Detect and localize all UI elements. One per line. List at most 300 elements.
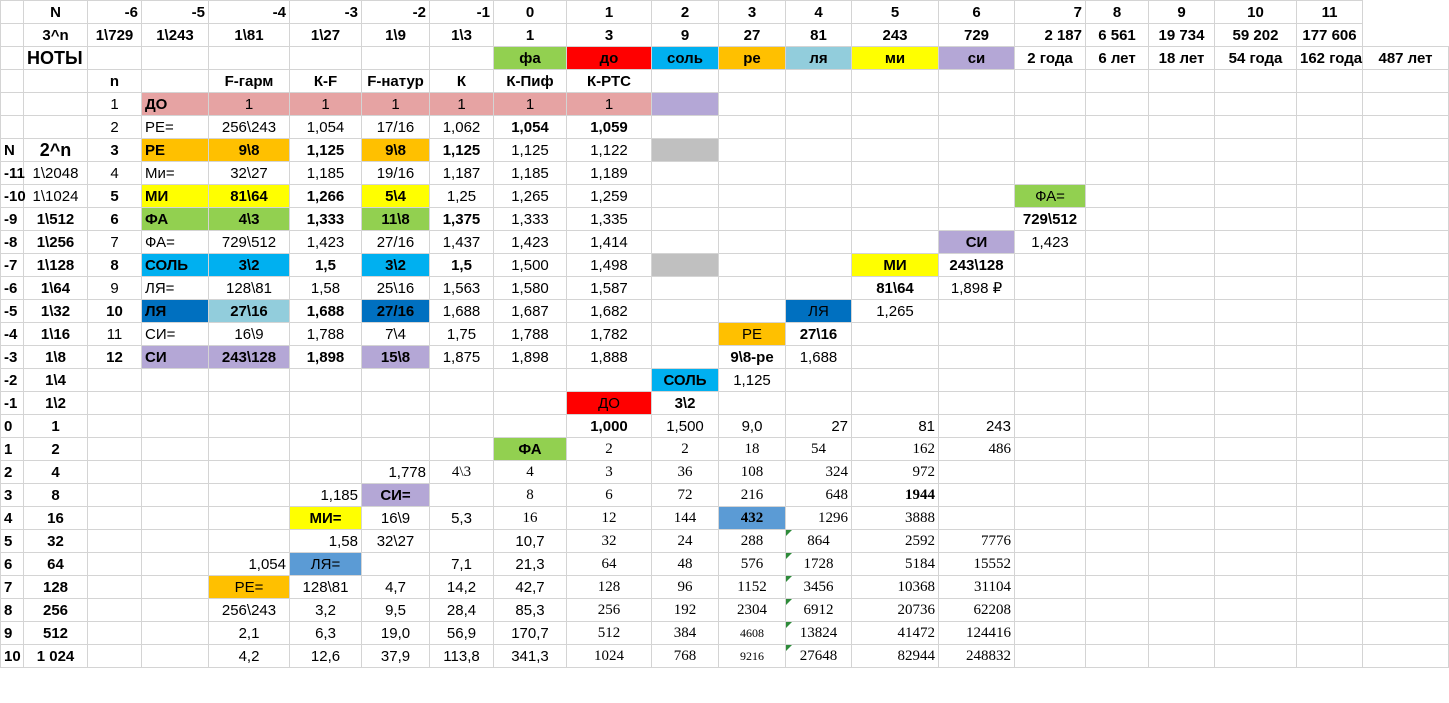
sheet-cell[interactable]: -5: [142, 1, 209, 24]
sheet-cell[interactable]: [1363, 530, 1449, 553]
sheet-cell[interactable]: -3: [290, 1, 362, 24]
sheet-cell[interactable]: 1,25: [430, 185, 494, 208]
sheet-cell[interactable]: [852, 70, 939, 93]
sheet-cell[interactable]: 729\512: [209, 231, 290, 254]
sheet-cell[interactable]: -6: [88, 1, 142, 24]
sheet-cell[interactable]: 1,437: [430, 231, 494, 254]
sheet-cell[interactable]: [1149, 277, 1215, 300]
sheet-cell[interactable]: [1215, 277, 1297, 300]
sheet-cell[interactable]: 8: [88, 254, 142, 277]
sheet-cell[interactable]: [1363, 93, 1449, 116]
sheet-cell[interactable]: ФА=: [142, 231, 209, 254]
sheet-cell[interactable]: 5184: [852, 553, 939, 576]
sheet-cell[interactable]: [142, 70, 209, 93]
sheet-cell[interactable]: 162 года: [1297, 47, 1363, 70]
sheet-cell[interactable]: 12,6: [290, 645, 362, 668]
sheet-cell[interactable]: 3: [719, 1, 786, 24]
sheet-cell[interactable]: 1,265: [852, 300, 939, 323]
sheet-cell[interactable]: 8: [1086, 1, 1149, 24]
sheet-cell[interactable]: [1, 1, 24, 24]
sheet-cell[interactable]: [1015, 162, 1086, 185]
sheet-cell[interactable]: 144: [652, 507, 719, 530]
sheet-cell[interactable]: 2304: [719, 599, 786, 622]
sheet-cell[interactable]: 1\4: [24, 369, 88, 392]
sheet-cell[interactable]: [142, 576, 209, 599]
sheet-cell[interactable]: [209, 47, 290, 70]
sheet-cell[interactable]: [88, 47, 142, 70]
sheet-cell[interactable]: ЛЯ: [786, 300, 852, 323]
sheet-cell[interactable]: 128: [567, 576, 652, 599]
sheet-cell[interactable]: 9216: [719, 645, 786, 668]
sheet-cell[interactable]: [209, 530, 290, 553]
sheet-cell[interactable]: 6,3: [290, 622, 362, 645]
sheet-cell[interactable]: [1149, 369, 1215, 392]
sheet-cell[interactable]: [719, 116, 786, 139]
sheet-cell[interactable]: [1015, 116, 1086, 139]
sheet-cell[interactable]: [939, 507, 1015, 530]
sheet-cell[interactable]: 24: [652, 530, 719, 553]
sheet-cell[interactable]: 2: [652, 438, 719, 461]
sheet-cell[interactable]: 3: [567, 461, 652, 484]
sheet-cell[interactable]: [1149, 231, 1215, 254]
sheet-cell[interactable]: 10: [88, 300, 142, 323]
sheet-cell[interactable]: [430, 392, 494, 415]
sheet-cell[interactable]: [1215, 346, 1297, 369]
sheet-cell[interactable]: [1215, 139, 1297, 162]
sheet-cell[interactable]: -2: [362, 1, 430, 24]
sheet-cell[interactable]: [362, 415, 430, 438]
sheet-cell[interactable]: [1086, 162, 1149, 185]
sheet-cell[interactable]: [142, 553, 209, 576]
sheet-cell[interactable]: [719, 93, 786, 116]
sheet-cell[interactable]: 6: [567, 484, 652, 507]
sheet-cell[interactable]: [290, 392, 362, 415]
sheet-cell[interactable]: СОЛЬ: [652, 369, 719, 392]
sheet-cell[interactable]: [1086, 185, 1149, 208]
sheet-cell[interactable]: [1297, 93, 1363, 116]
sheet-cell[interactable]: 4: [494, 461, 567, 484]
sheet-cell[interactable]: 192: [652, 599, 719, 622]
sheet-cell[interactable]: 42,7: [494, 576, 567, 599]
sheet-cell[interactable]: [652, 323, 719, 346]
sheet-cell[interactable]: [939, 93, 1015, 116]
sheet-cell[interactable]: СИ=: [362, 484, 430, 507]
sheet-cell[interactable]: [362, 553, 430, 576]
sheet-cell[interactable]: 4608: [719, 622, 786, 645]
sheet-cell[interactable]: [786, 185, 852, 208]
sheet-cell[interactable]: [1149, 323, 1215, 346]
sheet-cell[interactable]: 19,0: [362, 622, 430, 645]
sheet-cell[interactable]: 37,9: [362, 645, 430, 668]
sheet-cell[interactable]: [1015, 93, 1086, 116]
sheet-cell[interactable]: 2: [1, 461, 24, 484]
sheet-cell[interactable]: [1015, 622, 1086, 645]
sheet-cell[interactable]: [1363, 392, 1449, 415]
sheet-cell[interactable]: 1,688: [786, 346, 852, 369]
sheet-cell[interactable]: 768: [652, 645, 719, 668]
sheet-cell[interactable]: [1149, 438, 1215, 461]
sheet-cell[interactable]: [652, 139, 719, 162]
sheet-cell[interactable]: -9: [1, 208, 24, 231]
sheet-cell[interactable]: [209, 392, 290, 415]
sheet-cell[interactable]: [1086, 116, 1149, 139]
sheet-cell[interactable]: [719, 208, 786, 231]
sheet-cell[interactable]: 27: [719, 24, 786, 47]
sheet-cell[interactable]: 82944: [852, 645, 939, 668]
sheet-cell[interactable]: -4: [1, 323, 24, 346]
sheet-cell[interactable]: 3^n: [24, 24, 88, 47]
sheet-cell[interactable]: 15552: [939, 553, 1015, 576]
sheet-cell[interactable]: [1086, 346, 1149, 369]
sheet-cell[interactable]: [362, 369, 430, 392]
sheet-cell[interactable]: 2: [24, 438, 88, 461]
sheet-cell[interactable]: [290, 415, 362, 438]
sheet-cell[interactable]: [88, 530, 142, 553]
sheet-cell[interactable]: [786, 70, 852, 93]
sheet-cell[interactable]: [1086, 553, 1149, 576]
sheet-cell[interactable]: [1297, 346, 1363, 369]
sheet-cell[interactable]: 1: [24, 415, 88, 438]
sheet-cell[interactable]: 3\2: [209, 254, 290, 277]
sheet-cell[interactable]: 1,266: [290, 185, 362, 208]
sheet-cell[interactable]: 1,58: [290, 530, 362, 553]
sheet-cell[interactable]: 1: [209, 93, 290, 116]
sheet-cell[interactable]: 243\128: [209, 346, 290, 369]
sheet-cell[interactable]: 1,000: [567, 415, 652, 438]
sheet-cell[interactable]: [1015, 645, 1086, 668]
sheet-cell[interactable]: РЕ: [719, 323, 786, 346]
sheet-cell[interactable]: 1,187: [430, 162, 494, 185]
sheet-cell[interactable]: 108: [719, 461, 786, 484]
sheet-cell[interactable]: [1215, 93, 1297, 116]
sheet-cell[interactable]: 324: [786, 461, 852, 484]
sheet-cell[interactable]: [290, 369, 362, 392]
sheet-cell[interactable]: [142, 507, 209, 530]
sheet-cell[interactable]: 512: [24, 622, 88, 645]
sheet-cell[interactable]: [362, 438, 430, 461]
sheet-cell[interactable]: 486: [939, 438, 1015, 461]
sheet-cell[interactable]: К-F: [290, 70, 362, 93]
sheet-cell[interactable]: [1149, 346, 1215, 369]
sheet-cell[interactable]: 9: [88, 277, 142, 300]
sheet-cell[interactable]: [1215, 392, 1297, 415]
sheet-cell[interactable]: 1,875: [430, 346, 494, 369]
sheet-cell[interactable]: [142, 599, 209, 622]
sheet-cell[interactable]: [1015, 415, 1086, 438]
sheet-cell[interactable]: [142, 438, 209, 461]
sheet-cell[interactable]: [24, 70, 88, 93]
sheet-cell[interactable]: [362, 47, 430, 70]
sheet-cell[interactable]: 1,054: [290, 116, 362, 139]
sheet-cell[interactable]: [939, 70, 1015, 93]
sheet-cell[interactable]: 11: [88, 323, 142, 346]
sheet-cell[interactable]: 27\16: [786, 323, 852, 346]
sheet-cell[interactable]: ля: [786, 47, 852, 70]
sheet-cell[interactable]: 10: [1, 645, 24, 668]
sheet-cell[interactable]: [939, 484, 1015, 507]
sheet-cell[interactable]: К: [430, 70, 494, 93]
sheet-cell[interactable]: [1297, 208, 1363, 231]
sheet-cell[interactable]: 1,125: [430, 139, 494, 162]
sheet-cell[interactable]: [852, 185, 939, 208]
sheet-cell[interactable]: 1,054: [494, 116, 567, 139]
sheet-cell[interactable]: [1297, 277, 1363, 300]
sheet-cell[interactable]: [1015, 461, 1086, 484]
sheet-cell[interactable]: [1, 116, 24, 139]
sheet-cell[interactable]: [1149, 392, 1215, 415]
sheet-cell[interactable]: 3,2: [290, 599, 362, 622]
sheet-cell[interactable]: [1086, 93, 1149, 116]
sheet-cell[interactable]: 18 лет: [1149, 47, 1215, 70]
sheet-cell[interactable]: [1297, 645, 1363, 668]
sheet-cell[interactable]: [786, 162, 852, 185]
sheet-cell[interactable]: 1,580: [494, 277, 567, 300]
sheet-cell[interactable]: 56,9: [430, 622, 494, 645]
sheet-cell[interactable]: [1297, 139, 1363, 162]
sheet-cell[interactable]: 3456: [786, 576, 852, 599]
sheet-cell[interactable]: [1086, 461, 1149, 484]
sheet-cell[interactable]: 1: [567, 93, 652, 116]
sheet-cell[interactable]: [430, 415, 494, 438]
sheet-cell[interactable]: [852, 346, 939, 369]
sheet-cell[interactable]: [1215, 438, 1297, 461]
sheet-cell[interactable]: 21,3: [494, 553, 567, 576]
sheet-cell[interactable]: 85,3: [494, 599, 567, 622]
sheet-cell[interactable]: 3888: [852, 507, 939, 530]
sheet-cell[interactable]: 72: [652, 484, 719, 507]
sheet-cell[interactable]: [1297, 415, 1363, 438]
sheet-cell[interactable]: 12: [567, 507, 652, 530]
sheet-cell[interactable]: 9,0: [719, 415, 786, 438]
sheet-cell[interactable]: 1,259: [567, 185, 652, 208]
sheet-cell[interactable]: F-гарм: [209, 70, 290, 93]
sheet-cell[interactable]: 64: [567, 553, 652, 576]
sheet-cell[interactable]: 1,054: [209, 553, 290, 576]
sheet-cell[interactable]: 1,125: [494, 139, 567, 162]
sheet-cell[interactable]: [1086, 277, 1149, 300]
sheet-cell[interactable]: 1\32: [24, 300, 88, 323]
sheet-cell[interactable]: [1086, 576, 1149, 599]
sheet-cell[interactable]: [1297, 553, 1363, 576]
sheet-cell[interactable]: 1,75: [430, 323, 494, 346]
sheet-cell[interactable]: 81: [786, 24, 852, 47]
sheet-cell[interactable]: 25\16: [362, 277, 430, 300]
sheet-cell[interactable]: 4: [1, 507, 24, 530]
sheet-cell[interactable]: 1 024: [24, 645, 88, 668]
sheet-cell[interactable]: 1\729: [88, 24, 142, 47]
sheet-cell[interactable]: [1363, 208, 1449, 231]
sheet-cell[interactable]: [939, 139, 1015, 162]
sheet-cell[interactable]: [1086, 507, 1149, 530]
sheet-cell[interactable]: 128\81: [209, 277, 290, 300]
sheet-cell[interactable]: 27/16: [362, 300, 430, 323]
sheet-cell[interactable]: [1149, 553, 1215, 576]
sheet-cell[interactable]: [1297, 369, 1363, 392]
sheet-cell[interactable]: [852, 208, 939, 231]
sheet-cell[interactable]: [290, 438, 362, 461]
sheet-cell[interactable]: 27/16: [362, 231, 430, 254]
sheet-cell[interactable]: [786, 277, 852, 300]
sheet-cell[interactable]: 1,333: [290, 208, 362, 231]
sheet-cell[interactable]: 6: [88, 208, 142, 231]
sheet-cell[interactable]: [494, 369, 567, 392]
sheet-cell[interactable]: [939, 392, 1015, 415]
sheet-cell[interactable]: [1215, 645, 1297, 668]
sheet-cell[interactable]: [1363, 507, 1449, 530]
sheet-cell[interactable]: [1215, 162, 1297, 185]
sheet-cell[interactable]: 7: [88, 231, 142, 254]
sheet-cell[interactable]: [1297, 300, 1363, 323]
sheet-cell[interactable]: 5\4: [362, 185, 430, 208]
sheet-cell[interactable]: 8: [1, 599, 24, 622]
sheet-cell[interactable]: 1,688: [290, 300, 362, 323]
sheet-cell[interactable]: [88, 438, 142, 461]
sheet-cell[interactable]: [1363, 599, 1449, 622]
sheet-cell[interactable]: ДО: [142, 93, 209, 116]
sheet-cell[interactable]: 62208: [939, 599, 1015, 622]
sheet-cell[interactable]: 1,688: [430, 300, 494, 323]
sheet-cell[interactable]: 1\27: [290, 24, 362, 47]
sheet-cell[interactable]: 5: [852, 1, 939, 24]
sheet-cell[interactable]: [1215, 323, 1297, 346]
sheet-cell[interactable]: 243: [939, 415, 1015, 438]
sheet-cell[interactable]: 9: [1149, 1, 1215, 24]
sheet-cell[interactable]: [88, 599, 142, 622]
sheet-cell[interactable]: [1086, 622, 1149, 645]
sheet-cell[interactable]: [786, 93, 852, 116]
sheet-cell[interactable]: [142, 47, 209, 70]
sheet-cell[interactable]: 1\2: [24, 392, 88, 415]
sheet-cell[interactable]: 9\8: [362, 139, 430, 162]
sheet-cell[interactable]: [1363, 254, 1449, 277]
sheet-cell[interactable]: 1: [567, 1, 652, 24]
sheet-cell[interactable]: 1: [88, 93, 142, 116]
sheet-cell[interactable]: 1\64: [24, 277, 88, 300]
sheet-cell[interactable]: [1149, 116, 1215, 139]
sheet-cell[interactable]: [1149, 415, 1215, 438]
sheet-cell[interactable]: 7\4: [362, 323, 430, 346]
sheet-cell[interactable]: [88, 622, 142, 645]
sheet-cell[interactable]: [1086, 392, 1149, 415]
sheet-cell[interactable]: 1\2048: [24, 162, 88, 185]
sheet-cell[interactable]: [1363, 277, 1449, 300]
sheet-cell[interactable]: [939, 208, 1015, 231]
sheet-cell[interactable]: К-Пиф: [494, 70, 567, 93]
sheet-cell[interactable]: 432: [719, 507, 786, 530]
sheet-cell[interactable]: 6 лет: [1086, 47, 1149, 70]
sheet-cell[interactable]: [142, 369, 209, 392]
sheet-cell[interactable]: [719, 231, 786, 254]
sheet-cell[interactable]: [1015, 139, 1086, 162]
sheet-cell[interactable]: [939, 346, 1015, 369]
sheet-cell[interactable]: [1215, 622, 1297, 645]
sheet-cell[interactable]: [1297, 576, 1363, 599]
sheet-cell[interactable]: 8: [494, 484, 567, 507]
sheet-cell[interactable]: [1086, 599, 1149, 622]
sheet-cell[interactable]: [1363, 300, 1449, 323]
sheet-cell[interactable]: [1149, 139, 1215, 162]
sheet-cell[interactable]: [1363, 484, 1449, 507]
sheet-cell[interactable]: [939, 323, 1015, 346]
sheet-cell[interactable]: 4: [24, 461, 88, 484]
sheet-cell[interactable]: 1: [430, 93, 494, 116]
sheet-cell[interactable]: [1015, 530, 1086, 553]
sheet-cell[interactable]: [1086, 231, 1149, 254]
sheet-cell[interactable]: [1086, 438, 1149, 461]
sheet-cell[interactable]: [939, 116, 1015, 139]
sheet-cell[interactable]: 3\2: [362, 254, 430, 277]
sheet-cell[interactable]: [494, 392, 567, 415]
sheet-cell[interactable]: [1363, 231, 1449, 254]
sheet-cell[interactable]: [209, 484, 290, 507]
sheet-cell[interactable]: [719, 162, 786, 185]
sheet-cell[interactable]: [652, 300, 719, 323]
sheet-cell[interactable]: 1024: [567, 645, 652, 668]
sheet-cell[interactable]: 81\64: [209, 185, 290, 208]
sheet-cell[interactable]: [786, 254, 852, 277]
sheet-cell[interactable]: 2: [88, 116, 142, 139]
sheet-cell[interactable]: 1,898 ₽: [939, 277, 1015, 300]
sheet-cell[interactable]: 1,788: [494, 323, 567, 346]
sheet-cell[interactable]: [1215, 208, 1297, 231]
sheet-cell[interactable]: 81\64: [852, 277, 939, 300]
sheet-cell[interactable]: 1728: [786, 553, 852, 576]
sheet-cell[interactable]: [1149, 461, 1215, 484]
sheet-cell[interactable]: [88, 553, 142, 576]
sheet-cell[interactable]: [852, 162, 939, 185]
sheet-cell[interactable]: [1363, 346, 1449, 369]
sheet-cell[interactable]: [786, 208, 852, 231]
sheet-cell[interactable]: [1086, 530, 1149, 553]
sheet-cell[interactable]: [430, 530, 494, 553]
sheet-cell[interactable]: [1297, 622, 1363, 645]
sheet-cell[interactable]: ми: [852, 47, 939, 70]
sheet-cell[interactable]: 170,7: [494, 622, 567, 645]
sheet-cell[interactable]: [786, 231, 852, 254]
sheet-cell[interactable]: ре: [719, 47, 786, 70]
sheet-cell[interactable]: [142, 530, 209, 553]
sheet-cell[interactable]: [939, 185, 1015, 208]
sheet-cell[interactable]: [1149, 70, 1215, 93]
sheet-cell[interactable]: 1,189: [567, 162, 652, 185]
sheet-cell[interactable]: 341,3: [494, 645, 567, 668]
sheet-cell[interactable]: 2 187: [1015, 24, 1086, 47]
sheet-cell[interactable]: [142, 484, 209, 507]
sheet-cell[interactable]: [1215, 185, 1297, 208]
sheet-cell[interactable]: [88, 507, 142, 530]
sheet-cell[interactable]: РЕ=: [142, 116, 209, 139]
sheet-cell[interactable]: 54: [786, 438, 852, 461]
sheet-cell[interactable]: 1\243: [142, 24, 209, 47]
sheet-cell[interactable]: 41472: [852, 622, 939, 645]
sheet-cell[interactable]: -4: [209, 1, 290, 24]
sheet-cell[interactable]: 1,062: [430, 116, 494, 139]
sheet-cell[interactable]: 1,587: [567, 277, 652, 300]
sheet-cell[interactable]: [1297, 185, 1363, 208]
sheet-cell[interactable]: 9\8: [209, 139, 290, 162]
sheet-cell[interactable]: [1215, 599, 1297, 622]
sheet-cell[interactable]: 1,423: [494, 231, 567, 254]
sheet-cell[interactable]: [290, 461, 362, 484]
sheet-cell[interactable]: 1\81: [209, 24, 290, 47]
sheet-cell[interactable]: 36: [652, 461, 719, 484]
sheet-cell[interactable]: [1149, 484, 1215, 507]
sheet-cell[interactable]: [1215, 484, 1297, 507]
sheet-cell[interactable]: [1297, 461, 1363, 484]
sheet-cell[interactable]: [1297, 438, 1363, 461]
sheet-cell[interactable]: 54 года: [1215, 47, 1297, 70]
sheet-cell[interactable]: НОТЫ: [24, 47, 88, 70]
